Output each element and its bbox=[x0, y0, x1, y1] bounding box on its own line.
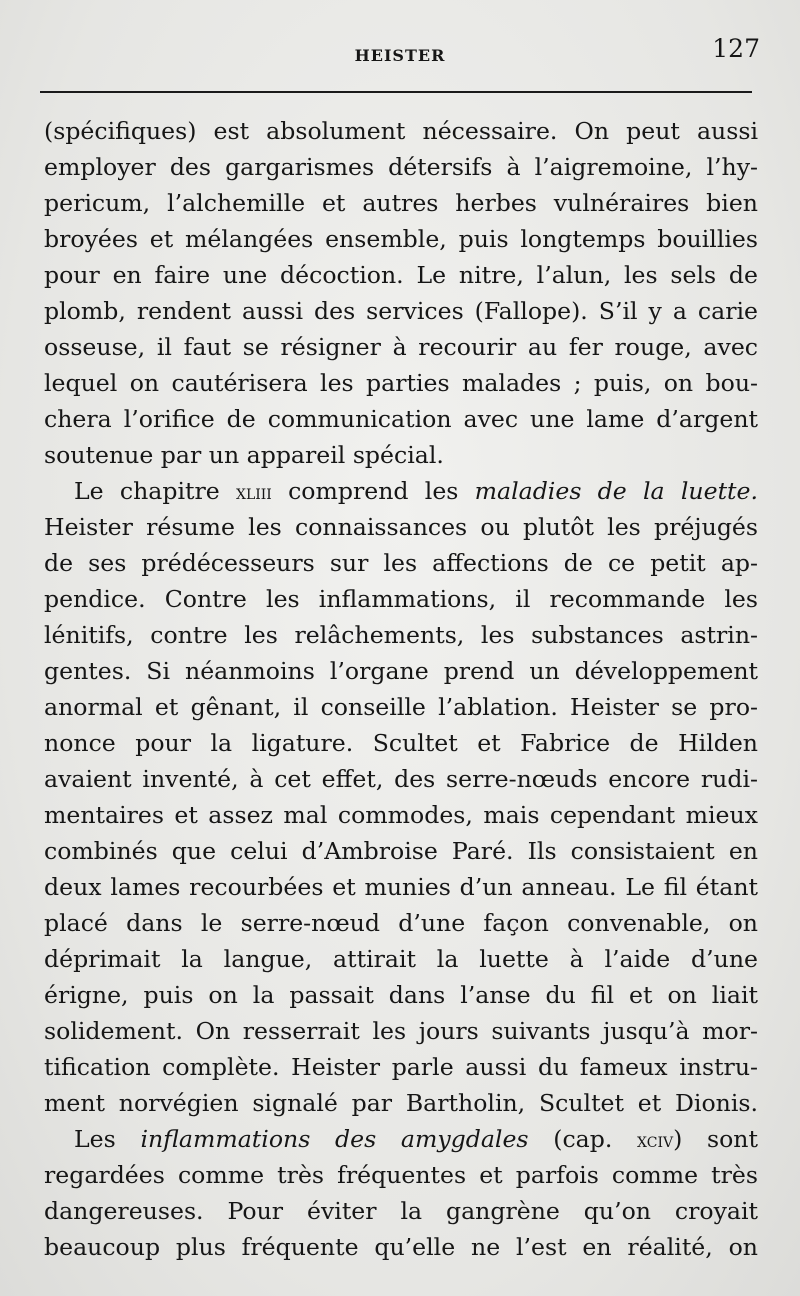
text-line bbox=[44, 1121, 758, 1157]
text-line: employer des gargarismes détersifs à l’aigremoine, l’hy- bbox=[44, 153, 758, 181]
text-line: placé dans le serre-nœud d’une façon convenable, on bbox=[44, 909, 758, 937]
text-line: (spécifiques) est absolument nécessaire. On peut aussi bbox=[44, 117, 758, 145]
text-line: anormal et gênant, il conseille l’ablation. Heister se pro- bbox=[44, 693, 758, 721]
text-line: avaient inventé, à cet effet, des serre-nœuds encore rudi- bbox=[44, 765, 758, 793]
text-line: Heister résume les connaissances ou plutôt les préjugés bbox=[44, 513, 758, 541]
italic-phrase: inflammations des amygdales bbox=[140, 1125, 529, 1153]
text-line: gentes. Si néanmoins l’organe prend un développement bbox=[44, 657, 758, 685]
text-line: pendice. Contre les inflammations, il recommande les bbox=[44, 585, 758, 613]
text-line: pour en faire une décoction. Le nitre, l’alun, les sels de bbox=[44, 261, 758, 289]
text-line: de ses prédécesseurs sur les affections de ce petit ap- bbox=[44, 549, 758, 577]
text-line: nonce pour la ligature. Scultet et Fabrice de Hilden bbox=[44, 729, 758, 757]
text-line: plomb, rendent aussi des services (Fallope). S’il y a carie bbox=[44, 297, 758, 325]
text-segment: (cap. bbox=[528, 1125, 638, 1153]
text-line bbox=[44, 473, 758, 509]
text-line: beaucoup plus fréquente qu’elle ne l’est en réalité, on bbox=[44, 1233, 758, 1261]
text-segment: Le chapitre bbox=[74, 477, 236, 505]
text-line: chera l’orifice de communication avec une lame d’argent bbox=[44, 405, 758, 433]
text-line: solidement. On resserrait les jours suivants jusqu’à mor- bbox=[44, 1017, 758, 1045]
text-line: deux lames recourbées et munies d’un anneau. Le fil étant bbox=[44, 873, 758, 901]
running-head bbox=[40, 34, 760, 74]
text-line: lénitifs, contre les relâchements, les substances astrin- bbox=[44, 621, 758, 649]
text-line: dangereuses. Pour éviter la gangrène qu’on croyait bbox=[44, 1197, 758, 1225]
header-rule bbox=[40, 91, 752, 93]
text-segment: Les bbox=[74, 1125, 141, 1153]
text-line: combinés que celui d’Ambroise Paré. Ils consistaient en bbox=[44, 837, 758, 865]
text-line: soutenue par un appareil spécial. bbox=[44, 441, 444, 469]
text-line: lequel on cautérisera les parties malades ; puis, on bou- bbox=[44, 369, 758, 397]
text-line: tification complète. Heister parle aussi du fameux instru- bbox=[44, 1053, 758, 1081]
roman-numeral: xliii bbox=[235, 480, 272, 504]
text-line: regardées comme très fréquentes et parfois comme très bbox=[44, 1161, 758, 1189]
italic-phrase: maladies de la luette. bbox=[474, 477, 758, 505]
roman-numeral: xciv bbox=[637, 1128, 674, 1152]
text-line: pericum, l’alchemille et autres herbes vulnéraires bien bbox=[44, 189, 758, 217]
text-line: ment norvégien signalé par Bartholin, Scultet et Dionis. bbox=[44, 1089, 758, 1117]
text-line: érigne, puis on la passait dans l’anse du fil et on liait bbox=[44, 981, 758, 1009]
text-line: déprimait la langue, attirait la luette à l’aide d’une bbox=[44, 945, 758, 973]
text-line: mentaires et assez mal commodes, mais cependant mieux bbox=[44, 801, 758, 829]
body-text bbox=[44, 113, 758, 1265]
text-line: osseuse, il faut se résigner à recourir au fer rouge, avec bbox=[44, 333, 758, 361]
page-number: 127 bbox=[712, 34, 760, 63]
text-segment: ) sont bbox=[673, 1125, 758, 1153]
running-head-title: HEISTER bbox=[354, 46, 446, 65]
text-line: broyées et mélangées ensemble, puis longtemps bouillies bbox=[44, 225, 758, 253]
text-segment: comprend les bbox=[271, 477, 475, 505]
